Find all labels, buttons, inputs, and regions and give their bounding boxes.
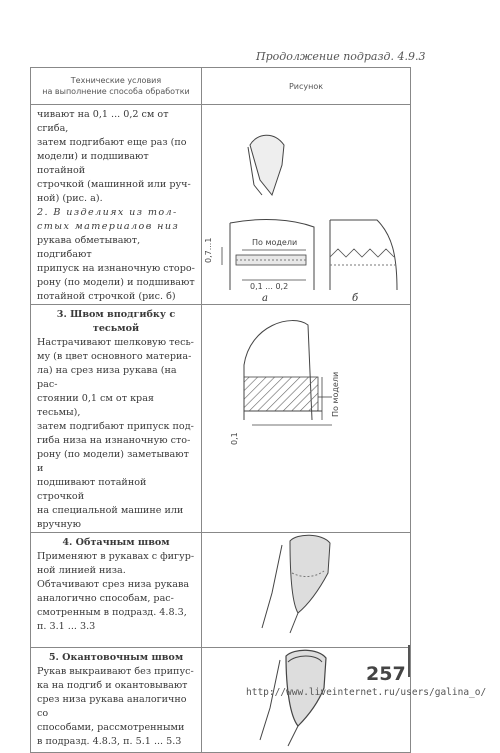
text-line: чивают на 0,1 ... 0,2 см от сгиба, xyxy=(37,109,169,134)
text-line: Применяют в рукавах с фигур- xyxy=(37,551,195,562)
row4-text-cell xyxy=(31,648,202,753)
row2-text-cell xyxy=(31,305,202,533)
text-line: на специальной машине или xyxy=(37,505,184,516)
text-line: ной) (рис. а). xyxy=(37,193,103,204)
hem-figure-a-b xyxy=(202,105,412,291)
row3-figure-cell xyxy=(202,533,411,648)
row-title: 3. Швом вподгибку с тесьмой xyxy=(56,309,176,334)
text-line: рукава обметывают, подгибают xyxy=(37,235,141,260)
text-line: рону (по модели) заметывают и xyxy=(37,449,189,474)
processing-table xyxy=(30,67,411,753)
table-row xyxy=(31,305,411,533)
text-line: способами, рассмотренными xyxy=(37,722,185,733)
text-line: 2. В изделиях из тол- xyxy=(37,207,178,218)
text-line: срез низа рукава аналогично со xyxy=(37,694,187,719)
watermark-url: http://www.liveinternet.ru/users/galina_o/ xyxy=(246,687,487,698)
text-line: Обтачивают срез низа рукава xyxy=(37,579,190,590)
page-number: 257 xyxy=(366,663,406,685)
text-line: ка на подгиб и окантовывают xyxy=(37,680,188,691)
text-line: строчкой (машинной или руч- xyxy=(37,179,191,190)
row-title: 4. Обтачным швом xyxy=(62,537,170,548)
fig-label-b: б xyxy=(352,293,359,304)
dim-label: 0,1 xyxy=(230,432,239,445)
text-line: Рукав выкраивают без припус- xyxy=(37,666,194,677)
dim-label: 0,7...1 xyxy=(204,237,213,263)
text-line: затем подгибают еще раз (по xyxy=(37,137,187,148)
table-header-row xyxy=(31,68,411,105)
text-line: Настрачивают шелковую тесь- xyxy=(37,337,194,348)
dim-label: 0,1 ... 0,2 xyxy=(250,282,289,291)
text-line: ной линией низа. xyxy=(37,565,126,576)
text-line: рону (по модели) и подшивают xyxy=(37,277,195,288)
text-line: припуск на изнаночную сторо- xyxy=(37,263,195,274)
col1-header-text: Технические условия на выполнение способа обработки xyxy=(42,76,190,96)
row-title: 5. Окантовочным швом xyxy=(48,652,184,663)
text-line: стоянии 0,1 см от края тесьмы), xyxy=(37,393,154,418)
dim-label: По модели xyxy=(252,238,298,247)
text-line: потайной строчкой (рис. б) xyxy=(37,291,176,302)
text-line: в подразд. 4.8.3, п. 5.1 ... 5.3 xyxy=(37,736,182,747)
fig-label-a: а xyxy=(262,293,268,304)
text-line: затем подгибают припуск под- xyxy=(37,421,194,432)
text-line: п. 3.1 ... 3.3 xyxy=(37,621,96,632)
table-row xyxy=(31,105,411,305)
text-line: смотренным в подразд. 4.8.3, xyxy=(37,607,187,618)
table-row xyxy=(31,648,411,753)
continuation-header: Продолжение подразд. 4.9.3 xyxy=(256,50,426,63)
tape-hem-figure xyxy=(202,305,412,463)
table-row xyxy=(31,533,411,648)
row1-text-cell xyxy=(31,105,202,305)
text-line: аналогично способам, рас- xyxy=(37,593,174,604)
col-header-conditions xyxy=(31,68,202,105)
text-line: стых материалов низ xyxy=(37,221,180,232)
text-line: вручную xyxy=(37,519,81,530)
text-line: подшивают потайной строчкой xyxy=(37,477,147,502)
dim-label: По модели xyxy=(331,371,340,417)
text-line: гиба низа на изнаночную сто- xyxy=(37,435,191,446)
text-line: му (в цвет основного материа- xyxy=(37,351,192,362)
text-line: модели) и подшивают потайной xyxy=(37,151,149,176)
facing-seam-figure xyxy=(202,533,412,647)
page-divider-bar xyxy=(408,645,410,677)
text-line: ла) на срез низа рукава (на рас- xyxy=(37,365,177,390)
col-header-figure: Рисунок xyxy=(202,68,411,105)
row2-figure-cell xyxy=(202,305,411,533)
row1-figure-cell xyxy=(202,105,411,305)
row3-text-cell xyxy=(31,533,202,648)
